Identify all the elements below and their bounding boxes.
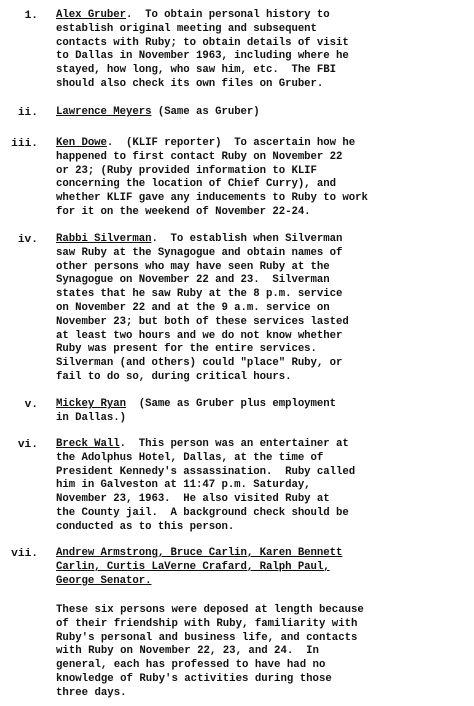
witness-name: Mickey Ryan: [56, 398, 126, 410]
entry-line: concerning the location of Chief Curry), and: [56, 178, 336, 191]
entry-line: conducted as to this person.: [56, 520, 235, 533]
entry-line: should also check its own files on Gruber.: [56, 77, 324, 90]
entry-line: saw Ruby at the Synagogue and obtain names of: [56, 246, 343, 259]
witness-name: Breck Wall: [56, 438, 120, 450]
entry-line: the Adolphus Hotel, Dallas, at the time of: [56, 451, 324, 464]
entry-line: Ruby was present for the entire services.: [56, 343, 317, 356]
entry-line: (Same as Gruber): [151, 106, 260, 118]
entry-line: of their friendship with Ruby, familiarity with: [56, 617, 358, 630]
entry-number: vii.: [11, 548, 38, 560]
entry-number: v.: [24, 399, 38, 411]
entry-line: . To establish when Silverman: [151, 233, 343, 245]
entry-paragraph: [56, 604, 472, 701]
entry-line: fail to do so, during critical hours.: [56, 370, 292, 383]
entry-line: stayed, how long, who saw him, etc. The FBI: [56, 64, 336, 77]
entry-line: (Same as Gruber plus employment: [126, 398, 336, 410]
entry-line: general, each has professed to have had no: [56, 659, 326, 672]
entry-line: Silverman (and others) could "place" Ruby, or: [56, 357, 343, 370]
entry-line: on November 22 and at the 9 a.m. service on: [56, 301, 330, 314]
entry-line: to Dallas in November 1963, including where he: [56, 50, 349, 63]
entry-line: in Dallas.): [56, 411, 126, 424]
entry-text: [56, 233, 472, 385]
witness-names: Carlin, Curtis LaVerne Crafard, Ralph Paul,: [56, 560, 330, 573]
entry-line: . (KLIF reporter) To ascertain how he: [106, 137, 356, 149]
witness-name: Alex Gruber: [56, 9, 126, 21]
entry-line: November 23; but both of these services lasted: [56, 315, 349, 328]
entry-text: [56, 9, 472, 92]
entry-line: happened to first contact Ruby on November 22: [56, 150, 343, 163]
entry-names: [56, 547, 472, 588]
entry-line: establish original meeting and subsequent: [56, 22, 317, 35]
witness-name: Ken Dowe: [56, 137, 107, 149]
entry-line: November 23, 1963. He also visited Ruby at: [56, 493, 330, 506]
entry-text: [56, 137, 472, 220]
entry-line: with Ruby on November 22, 23, and 24. In: [56, 645, 319, 658]
entry-number: ii.: [17, 107, 38, 119]
entry-line: President Kennedy's assassination. Ruby called: [56, 465, 356, 478]
entry-line: for it on the weekend of November 22-24.: [56, 205, 311, 218]
witness-name: Lawrence Meyers: [56, 106, 152, 118]
entry-line: at least two hours and we do not know whether: [56, 329, 343, 342]
entry-line: . This person was an entertainer at: [119, 438, 349, 450]
entry-line: three days.: [56, 686, 127, 699]
entry-line: whether KLIF gave any inducements to Ruby to work: [56, 192, 368, 205]
entry-text: [56, 438, 472, 535]
entry-line: the County jail. A background check should be: [56, 506, 349, 519]
entry-line: other persons who may have seen Ruby at the: [56, 260, 330, 273]
entry-number: iii.: [11, 138, 38, 150]
entry-line: Synagogue on November 22 and 23. Silverman: [56, 274, 330, 287]
entry-line: contacts with Ruby; to obtain details of visit: [56, 36, 349, 49]
entry-line: states that he saw Ruby at the 8 p.m. service: [56, 288, 343, 301]
entry-line: knowledge of Ruby's activities during those: [56, 672, 332, 685]
entry-line: or 23; (Ruby provided information to KLIF: [56, 164, 317, 177]
witness-names: George Senator.: [56, 574, 152, 587]
witness-name: Rabbi Silverman: [56, 233, 152, 245]
entry-line: Ruby's personal and business life, and contacts: [56, 631, 358, 644]
witness-names: Andrew Armstrong, Bruce Carlin, Karen Bennett: [56, 547, 343, 559]
entry-line: These six persons were deposed at length because: [56, 604, 364, 616]
entry-number: iv.: [17, 234, 38, 246]
entry-text: [56, 398, 472, 426]
entry-line: him in Galveston at 11:47 p.m. Saturday,: [56, 479, 311, 492]
entry-text: [56, 106, 472, 120]
entry-number: 1.: [24, 10, 38, 22]
entry-number: vi.: [17, 439, 38, 451]
entry-line: . To obtain personal history to: [126, 9, 330, 21]
